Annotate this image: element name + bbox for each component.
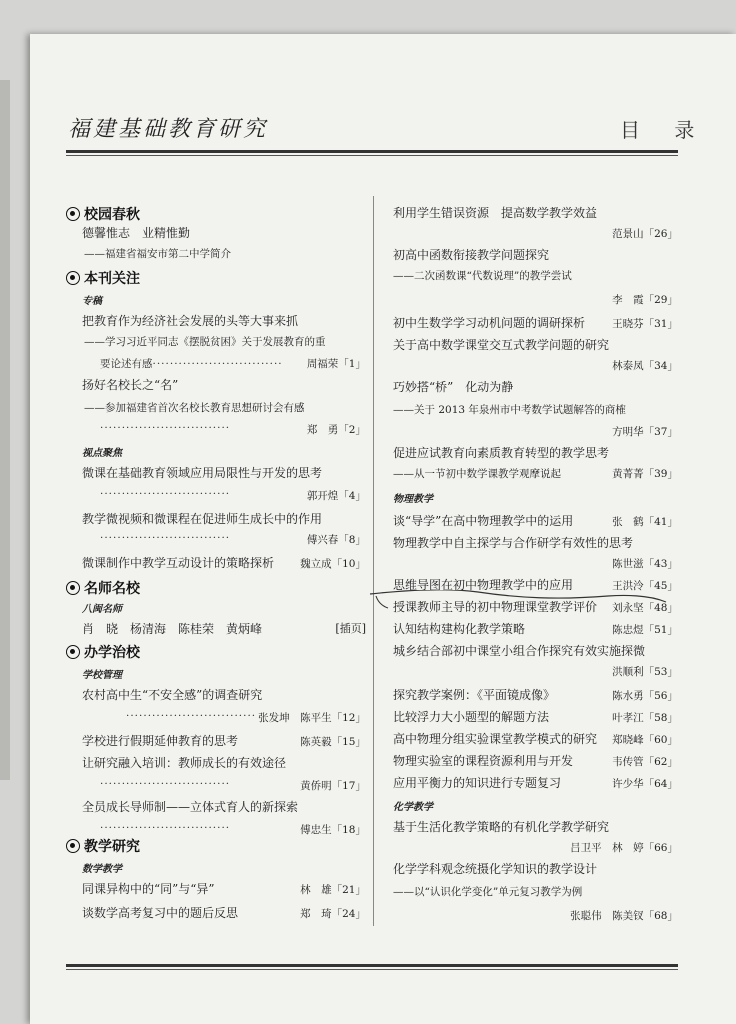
- section-research[interactable]: 教学研究: [66, 836, 140, 856]
- toc-entry-title[interactable]: 全员成长导师制——立体式育人的新探索: [82, 800, 299, 814]
- section-famous[interactable]: 名师名校: [66, 578, 140, 598]
- page-ref: 王晓芬「31」: [612, 318, 678, 330]
- toc-leader: ······························: [100, 822, 231, 834]
- binding-edge: [0, 80, 10, 780]
- handwritten-underline: [368, 590, 668, 620]
- toc-entry-title[interactable]: 微课在基础教育领域应用局限性与开发的思考: [82, 466, 323, 480]
- subsection-label: 数学教学: [82, 864, 122, 875]
- page-ref: 刘永坚「48」: [612, 602, 678, 614]
- page-ref: 傅兴春「8」: [306, 534, 366, 546]
- toc-entry-subtitle: ——二次函数课“代数说理”的教学尝试: [393, 270, 572, 282]
- toc-entry-title[interactable]: 同课异构中的“同”与“异”: [82, 882, 215, 896]
- page-ref: 林 雄「21」: [300, 884, 366, 896]
- page-ref: 傅忠生「18」: [300, 824, 366, 836]
- page-ref: 陈英毅「15」: [300, 736, 366, 748]
- toc-entry-title[interactable]: 谈数学高考复习中的题后反思: [82, 906, 239, 920]
- column-divider: [373, 196, 374, 926]
- toc-entry-title[interactable]: 城乡结合部初中课堂小组合作探究有效实施探微: [393, 644, 646, 658]
- toc-entry-title[interactable]: 关于高中数学课堂交互式教学问题的研究: [393, 338, 610, 352]
- toc-entry-title[interactable]: 微课制作中教学互动设计的策略探析: [82, 556, 275, 570]
- toc-entry-subtitle: ——以“认识化学变化”单元复习教学为例: [393, 886, 583, 898]
- subsection-label: 专稿: [82, 296, 102, 307]
- toc-entry-title[interactable]: 谈“导学”在高中物理教学中的运用: [393, 514, 574, 528]
- page-ref: 洪顺利「53」: [612, 666, 678, 678]
- page-ref: 郑晓峰「60」: [612, 734, 678, 746]
- footer-rule: [66, 964, 678, 967]
- toc-entry-title[interactable]: 教学微视频和微课程在促进师生成长中的作用: [82, 512, 323, 526]
- toc-entry-title[interactable]: 思维导图在初中物理教学中的应用: [393, 578, 574, 592]
- toc-entry-title[interactable]: 认知结构建构化教学策略: [393, 622, 526, 636]
- toc-entry-title[interactable]: 初中生数学学习动机问题的调研探析: [393, 316, 586, 330]
- toc-entry-subtitle: ——参加福建省首次名校长教育思想研讨会有感: [84, 402, 305, 414]
- page-ref: 李 霞「29」: [612, 294, 678, 306]
- page-ref: 郑 勇「2」: [306, 424, 366, 436]
- footer-rule-thin: [66, 969, 678, 970]
- page-ref: 张聪伟 陈美钗「68」: [570, 910, 678, 922]
- page-ref: 张发坤 陈平生「12」: [258, 712, 366, 724]
- page-ref: 陈世滋「43」: [612, 558, 678, 570]
- page-title: 目 录: [620, 118, 709, 142]
- journal-logo: 福建基础教育研究: [68, 117, 269, 142]
- toc-entry-title[interactable]: 促进应试教育向素质教育转型的教学思考: [393, 446, 610, 460]
- toc-entry-title[interactable]: 让研究融入培训：教师成长的有效途径: [82, 756, 287, 770]
- header-rule: [66, 150, 678, 153]
- subsection-label: 化学教学: [393, 802, 433, 813]
- toc-entry-title[interactable]: 授课教师主导的初中物理课堂教学评价: [393, 600, 598, 614]
- toc-entry-title[interactable]: 基于生活化教学策略的有机化学教学研究: [393, 820, 610, 834]
- toc-leader: ······························: [100, 422, 231, 434]
- toc-entry-title[interactable]: 化学学科观念统摄化学知识的教学设计: [393, 862, 598, 876]
- toc-entry-title[interactable]: 农村高中生“不安全感”的调查研究: [82, 688, 263, 702]
- page-ref: [插页]: [335, 622, 366, 635]
- page-ref: 韦传管「62」: [612, 756, 678, 768]
- page-ref: 王洪泠「45」: [612, 580, 678, 592]
- subsection-label: 视点聚焦: [82, 448, 122, 459]
- toc-entry-title[interactable]: 应用平衡力的知识进行专题复习: [393, 776, 562, 790]
- toc-entry-title[interactable]: 巧妙搭“桥” 化动为静: [393, 380, 514, 394]
- section-campus[interactable]: 校园春秋: [66, 204, 140, 224]
- section-bullet-icon: [66, 207, 80, 221]
- page-ref: 魏立成「10」: [300, 558, 366, 570]
- toc-entry-title[interactable]: 扬好名校长之“名”: [82, 378, 179, 392]
- page-ref: 叶孝江「58」: [612, 712, 678, 724]
- toc-entry-subtitle: ——福建省福安市第二中学简介: [84, 248, 231, 260]
- toc-leader: ······························: [100, 488, 231, 500]
- toc-entry-subtitle: ——从一节初中数学课教学观摩说起: [393, 468, 561, 480]
- page-ref: 周福荣「1」: [306, 358, 366, 370]
- page-ref: 吕卫平 林 婷「66」: [570, 842, 678, 854]
- toc-entry-title[interactable]: 德馨惟志 业精惟勤: [82, 226, 191, 240]
- page-ref: 范景山「26」: [612, 228, 678, 240]
- page-ref: 陈水勇「56」: [612, 690, 678, 702]
- toc-entry-subtitle: ——关于 2013 年泉州市中考数学试题解答的商榷: [393, 404, 626, 416]
- toc-entry-title[interactable]: 探究教学案例：《平面镜成像》: [393, 688, 556, 702]
- toc-entry-title[interactable]: 比较浮力大小题型的解题方法: [393, 710, 550, 724]
- toc-entry-title[interactable]: 高中物理分组实验课堂教学模式的研究: [393, 732, 598, 746]
- page-ref: 林泰凤「34」: [612, 360, 678, 372]
- page-ref: 方明华「37」: [612, 426, 678, 438]
- section-bullet-icon: [66, 271, 80, 285]
- toc-leader: 要论述有感······························: [100, 358, 283, 370]
- toc-page: [30, 34, 736, 1024]
- toc-entry-title[interactable]: 物理教学中自主探学与合作研学有效性的思考: [393, 536, 634, 550]
- section-admin[interactable]: 办学治校: [66, 642, 140, 662]
- toc-leader: ······························: [100, 532, 231, 544]
- subsection-label: 物理教学: [393, 494, 433, 505]
- subsection-label: 学校管理: [82, 670, 122, 681]
- toc-entry-title[interactable]: 肖 晓 杨清海 陈桂荣 黄炳峰: [82, 622, 263, 636]
- section-focus[interactable]: 本刊关注: [66, 268, 140, 288]
- toc-entry-title[interactable]: 学校进行假期延伸教育的思考: [82, 734, 239, 748]
- page-ref: 郭开煌「4」: [306, 490, 366, 502]
- page-ref: 张 鹤「41」: [612, 516, 678, 528]
- toc-entry-title[interactable]: 初高中函数衔接教学问题探究: [393, 248, 550, 262]
- toc-leader: ······························: [100, 778, 231, 790]
- section-bullet-icon: [66, 839, 80, 853]
- page-ref: 陈忠煜「51」: [612, 624, 678, 636]
- toc-entry-title[interactable]: 物理实验室的课程资源利用与开发: [393, 754, 574, 768]
- section-bullet-icon: [66, 581, 80, 595]
- subsection-label: 八闽名师: [82, 604, 122, 615]
- toc-entry-subtitle: ——学习习近平同志《摆脱贫困》关于发展教育的重: [84, 336, 326, 348]
- page-ref: 郑 琦「24」: [300, 908, 366, 920]
- toc-leader: ······························: [126, 710, 256, 722]
- toc-entry-title[interactable]: 把教育作为经济社会发展的头等大事来抓: [82, 314, 299, 328]
- page-ref: 黄侨明「17」: [300, 780, 366, 792]
- header-rule-thin: [66, 155, 678, 156]
- page-ref: 黄菁菁「39」: [612, 468, 678, 480]
- section-bullet-icon: [66, 645, 80, 659]
- toc-entry-title[interactable]: 利用学生错误资源 提高数学教学效益: [393, 206, 598, 220]
- page-ref: 许少华「64」: [612, 778, 678, 790]
